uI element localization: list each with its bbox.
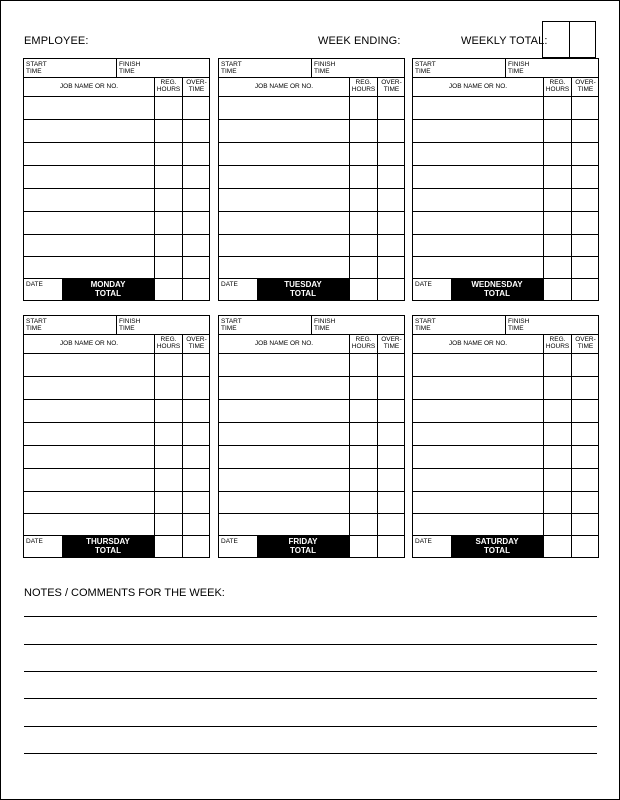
reg-hours-header <box>350 336 377 350</box>
job-row-line <box>413 119 598 120</box>
date-label: DATE <box>26 281 43 288</box>
start-label-2: TIME <box>221 325 237 332</box>
over-label-2: TIME <box>577 86 594 93</box>
finish-label-2: TIME <box>314 325 330 332</box>
start-finish-divider <box>116 316 117 334</box>
start-label-1: START <box>221 318 242 325</box>
job-row-line <box>219 188 404 189</box>
day-card-monday <box>23 58 210 301</box>
date-label: DATE <box>415 538 432 545</box>
overtime-header <box>378 79 405 93</box>
finish-time-label <box>314 61 335 75</box>
over-label-2: TIME <box>577 343 594 350</box>
job-row-line <box>413 468 598 469</box>
job-row-line <box>24 165 209 166</box>
reg-hours-header <box>155 79 182 93</box>
job-name-header: JOB NAME OR NO. <box>448 340 508 347</box>
job-row-line <box>24 188 209 189</box>
start-label-2: TIME <box>26 325 42 332</box>
day-name: FRIDAY <box>288 537 318 546</box>
weekly-total-divider <box>569 22 570 57</box>
job-row-line <box>219 422 404 423</box>
reg-label-1: REG. <box>355 79 372 86</box>
job-row-line <box>219 513 404 514</box>
job-row-line <box>413 165 598 166</box>
finish-time-label <box>119 61 140 75</box>
job-row-line <box>24 211 209 212</box>
finish-label-1: FINISH <box>119 61 141 68</box>
job-row-line <box>413 256 598 257</box>
job-row-line <box>24 119 209 120</box>
finish-time-label <box>314 318 335 332</box>
reg-label-1: REG. <box>160 79 177 86</box>
weekly-total-box[interactable] <box>542 21 596 58</box>
day-total-bar <box>257 535 349 557</box>
job-row-line <box>219 445 404 446</box>
over-label-1: OVER- <box>575 336 596 343</box>
job-row-line <box>413 376 598 377</box>
job-row-line <box>24 513 209 514</box>
finish-label-1: FINISH <box>508 61 530 68</box>
weekly-total-label: WEEKLY TOTAL: <box>461 35 548 47</box>
overtime-header <box>183 336 210 350</box>
over-label-1: OVER- <box>381 336 402 343</box>
job-row-line <box>219 142 404 143</box>
start-time-label <box>415 318 436 332</box>
start-time-label <box>221 61 242 75</box>
finish-label-1: FINISH <box>119 318 141 325</box>
finish-label-2: TIME <box>314 68 330 75</box>
finish-time-label <box>508 318 529 332</box>
total-label: TOTAL <box>95 289 121 298</box>
job-row-line <box>219 165 404 166</box>
job-row-line <box>219 256 404 257</box>
reg-label-2: HOURS <box>156 343 181 350</box>
start-finish-divider <box>311 316 312 334</box>
over-label-2: TIME <box>188 343 205 350</box>
over-label-2: TIME <box>383 343 400 350</box>
total-label: TOTAL <box>290 546 316 555</box>
reg-label-2: HOURS <box>351 86 376 93</box>
job-name-header: JOB NAME OR NO. <box>254 340 314 347</box>
notes-line[interactable] <box>24 616 597 617</box>
job-row-line <box>24 491 209 492</box>
over-label-2: TIME <box>188 86 205 93</box>
finish-time-label <box>119 318 140 332</box>
day-name: TUESDAY <box>284 280 322 289</box>
start-finish-divider <box>116 59 117 77</box>
start-label-1: START <box>415 318 436 325</box>
job-row-line <box>413 211 598 212</box>
overtime-header <box>572 79 599 93</box>
notes-line[interactable] <box>24 753 597 754</box>
job-row-line <box>24 468 209 469</box>
job-row-line <box>413 422 598 423</box>
job-row-line <box>219 119 404 120</box>
job-row-line <box>24 376 209 377</box>
reg-hours-header <box>544 79 571 93</box>
job-row-line <box>219 211 404 212</box>
day-total-bar <box>62 535 154 557</box>
day-name: SATURDAY <box>475 537 519 546</box>
finish-label-1: FINISH <box>508 318 530 325</box>
day-total-bar <box>62 278 154 300</box>
job-row-line <box>24 234 209 235</box>
reg-hours-header <box>544 336 571 350</box>
start-label-1: START <box>26 61 47 68</box>
job-name-header: JOB NAME OR NO. <box>448 83 508 90</box>
reg-label-2: HOURS <box>351 343 376 350</box>
finish-label-2: TIME <box>119 325 135 332</box>
reg-label-1: REG. <box>160 336 177 343</box>
over-label-1: OVER- <box>186 336 207 343</box>
total-label: TOTAL <box>95 546 121 555</box>
job-name-header: JOB NAME OR NO. <box>254 83 314 90</box>
finish-label-1: FINISH <box>314 318 336 325</box>
day-card-tuesday <box>218 58 405 301</box>
job-row-line <box>219 399 404 400</box>
job-row-line <box>24 445 209 446</box>
job-row-line <box>24 256 209 257</box>
day-name: WEDNESDAY <box>471 280 523 289</box>
over-label-1: OVER- <box>575 79 596 86</box>
reg-hours-header <box>350 79 377 93</box>
job-row-line <box>24 399 209 400</box>
day-card-thursday <box>23 315 210 558</box>
reg-label-2: HOURS <box>545 86 570 93</box>
day-name: THURSDAY <box>86 537 130 546</box>
day-total-bar <box>451 278 543 300</box>
reg-label-1: REG. <box>549 336 566 343</box>
overtime-header <box>378 336 405 350</box>
reg-label-1: REG. <box>549 79 566 86</box>
start-label-1: START <box>26 318 47 325</box>
week-ending-label: WEEK ENDING: <box>318 35 401 47</box>
day-card-friday <box>218 315 405 558</box>
job-row-line <box>413 513 598 514</box>
date-label: DATE <box>415 281 432 288</box>
day-total-bar <box>257 278 349 300</box>
over-label-1: OVER- <box>186 79 207 86</box>
job-row-line <box>219 491 404 492</box>
notes-title: NOTES / COMMENTS FOR THE WEEK: <box>24 587 225 599</box>
start-label-2: TIME <box>415 325 431 332</box>
total-label: TOTAL <box>484 546 510 555</box>
notes-line[interactable] <box>24 726 597 727</box>
job-row-line <box>413 234 598 235</box>
finish-label-2: TIME <box>508 325 524 332</box>
start-time-label <box>26 318 47 332</box>
reg-hours-header <box>155 336 182 350</box>
job-row-line <box>413 491 598 492</box>
job-row-line <box>219 376 404 377</box>
job-name-header: JOB NAME OR NO. <box>59 340 119 347</box>
finish-label-2: TIME <box>119 68 135 75</box>
job-row-line <box>413 188 598 189</box>
start-label-1: START <box>415 61 436 68</box>
job-row-line <box>413 445 598 446</box>
job-row-line <box>219 468 404 469</box>
date-label: DATE <box>221 538 238 545</box>
overtime-header <box>572 336 599 350</box>
total-label: TOTAL <box>290 289 316 298</box>
start-time-label <box>221 318 242 332</box>
start-label-2: TIME <box>415 68 431 75</box>
job-row-line <box>24 142 209 143</box>
over-label-2: TIME <box>383 86 400 93</box>
job-row-line <box>413 399 598 400</box>
notes-line[interactable] <box>24 644 597 645</box>
day-card-wednesday <box>412 58 599 301</box>
total-label: TOTAL <box>484 289 510 298</box>
job-row-line <box>219 234 404 235</box>
start-finish-divider <box>311 59 312 77</box>
date-label: DATE <box>221 281 238 288</box>
job-row-line <box>24 422 209 423</box>
start-finish-divider <box>505 316 506 334</box>
start-label-2: TIME <box>221 68 237 75</box>
overtime-header <box>183 79 210 93</box>
start-time-label <box>26 61 47 75</box>
notes-line[interactable] <box>24 671 597 672</box>
finish-time-label <box>508 61 529 75</box>
start-label-1: START <box>221 61 242 68</box>
over-label-1: OVER- <box>381 79 402 86</box>
start-finish-divider <box>505 59 506 77</box>
day-total-bar <box>451 535 543 557</box>
job-row-line <box>413 142 598 143</box>
finish-label-1: FINISH <box>314 61 336 68</box>
reg-label-2: HOURS <box>545 343 570 350</box>
reg-label-2: HOURS <box>156 86 181 93</box>
employee-label: EMPLOYEE: <box>24 35 89 47</box>
day-name: MONDAY <box>90 280 126 289</box>
start-time-label <box>415 61 436 75</box>
reg-label-1: REG. <box>355 336 372 343</box>
start-label-2: TIME <box>26 68 42 75</box>
date-label: DATE <box>26 538 43 545</box>
notes-line[interactable] <box>24 698 597 699</box>
day-card-saturday <box>412 315 599 558</box>
job-name-header: JOB NAME OR NO. <box>59 83 119 90</box>
finish-label-2: TIME <box>508 68 524 75</box>
